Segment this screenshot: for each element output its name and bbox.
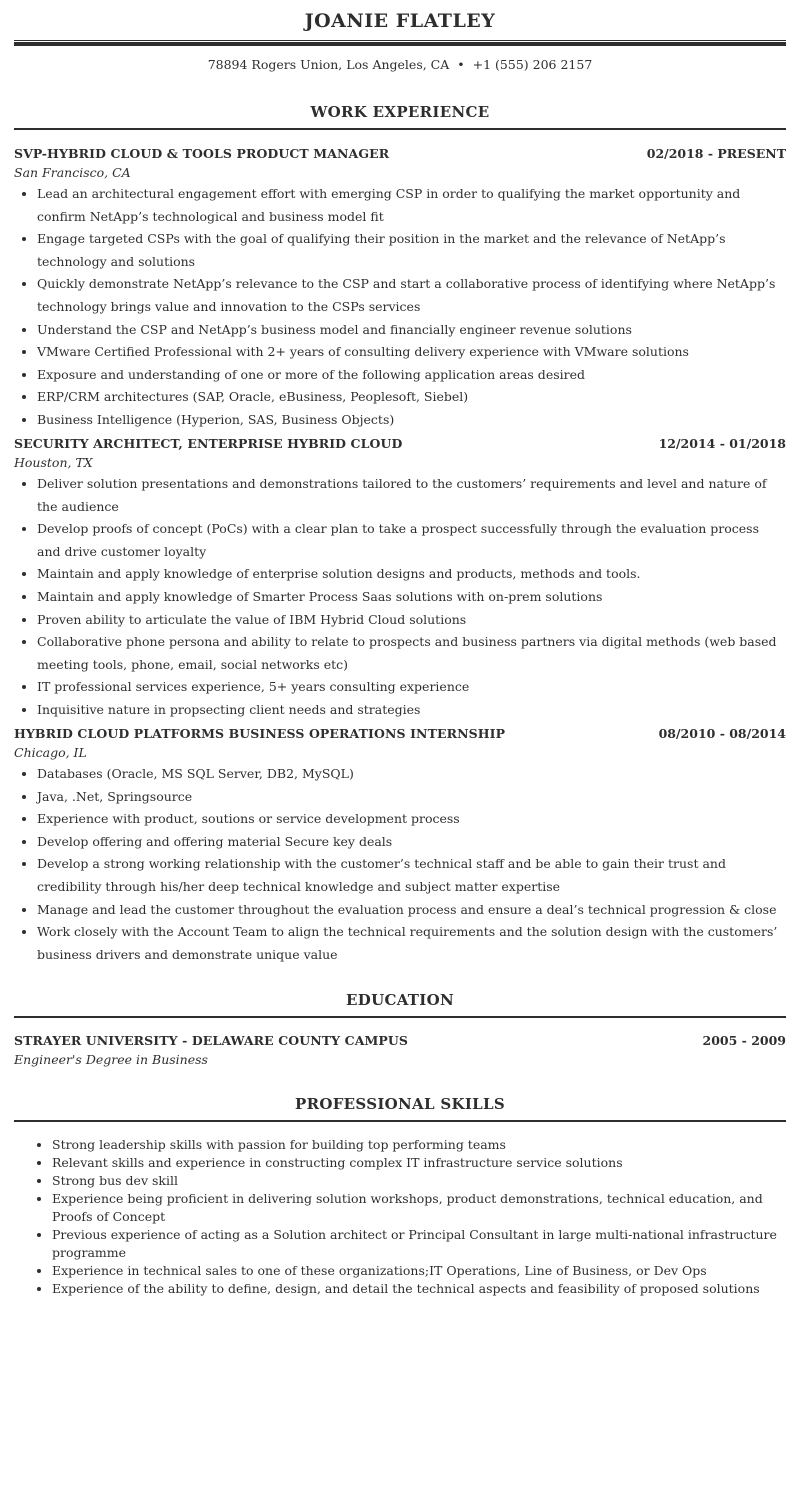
education-entry (14, 1033, 786, 1070)
job-bullet-list (14, 473, 786, 722)
job-bullet: • Deliver solution presentations and demonstrations tailored to the customers’ requirements and level and nature of the audience (37, 473, 786, 518)
job-location: San Francisco, CA (14, 165, 131, 180)
professional-skills-heading: PROFESSIONAL SKILLS (295, 1095, 505, 1113)
job-bullet: • VMware Certified Professional with 2+ years of consulting delivery experience with VMware solutions (37, 341, 786, 364)
job-bullet: • Understand the CSP and NetApp’s business model and financially engineer revenue solutions (37, 319, 786, 342)
job-bullet: • Business Intelligence (Hyperion, SAS, Business Objects) (37, 409, 786, 432)
education-heading: EDUCATION (346, 991, 454, 1009)
job-bullet: • Quickly demonstrate NetApp’s relevance to the CSP and start a collaborative process of identifying where NetApp’s technology brings value and innovation to the CSPs services (37, 273, 786, 318)
school-name: STRAYER UNIVERSITY - DELAWARE COUNTY CAMPUS (14, 1033, 409, 1048)
job-bullet: • Proven ability to articulate the value of IBM Hybrid Cloud solutions (37, 609, 786, 632)
contact-line (14, 57, 786, 72)
header-rule-thick (14, 42, 786, 46)
job-bullet: • Engage targeted CSPs with the goal of qualifying their position in the market and the relevance of NetApp’s technology and solutions (37, 228, 786, 273)
job-bullet: • IT professional services experience, 5+ years consulting experience (37, 676, 786, 699)
job-location: Houston, TX (14, 455, 93, 470)
job-bullet: • ERP/CRM architectures (SAP, Oracle, eBusiness, Peoplesoft, Siebel) (37, 386, 786, 409)
skill-item: • Previous experience of acting as a Solution architect or Principal Consultant in large multi-national infrastructure programme (52, 1226, 786, 1262)
skill-item: • Strong bus dev skill (52, 1172, 786, 1190)
job-bullet: • Lead an architectural engagement effort with emerging CSP in order to qualifying the market opportunity and confirm NetApp’s technological and business model fit (37, 183, 786, 228)
education-rule (14, 1016, 786, 1018)
job-title: HYBRID CLOUD PLATFORMS BUSINESS OPERATIONS INTERNSHIP (14, 726, 506, 741)
work-experience-heading: WORK EXPERIENCE (310, 103, 490, 121)
candidate-name: JOANIE FLATLEY (304, 10, 496, 32)
job-bullet: • Collaborative phone persona and ability to relate to prospects and business partners via digital methods (web based meeting tools, phone, email, social networks etc) (37, 631, 786, 676)
job-bullet: • Inquisitive nature in propsecting client needs and strategies (37, 699, 786, 722)
professional-skills-rule (14, 1120, 786, 1122)
job-location: Chicago, IL (14, 745, 87, 760)
job-dates: 12/2014 - 01/2018 (658, 436, 786, 451)
skill-item: • Relevant skills and experience in constructing complex IT infrastructure service solutions (52, 1154, 786, 1172)
skill-item: • Experience in technical sales to one of these organizations;IT Operations, Line of Business, or Dev Ops (52, 1262, 786, 1280)
job-bullet: • Develop offering and offering material Secure key deals (37, 831, 786, 854)
job-bullet: • Manage and lead the customer throughout the evaluation process and ensure a deal’s technical progression & close (37, 899, 786, 922)
job-bullet-list (14, 763, 786, 966)
job-bullet-list (14, 183, 786, 432)
header-rule-thin (14, 40, 786, 41)
job-dates: 02/2018 - PRESENT (646, 146, 786, 161)
job-bullet: • Experience with product, soutions or service development process (37, 808, 786, 831)
job-bullet: • Exposure and understanding of one or more of the following application areas desired (37, 364, 786, 387)
job-bullet: • Java, .Net, Springsource (37, 786, 786, 809)
skill-item: • Strong leadership skills with passion for building top performing teams (52, 1136, 786, 1154)
phone-number: +1 (555) 206 2157 (472, 57, 593, 72)
job-entry (14, 436, 786, 722)
job-bullet: • Maintain and apply knowledge of Smarter Process Saas solutions with on-prem solutions (37, 586, 786, 609)
job-title: SECURITY ARCHITECT, ENTERPRISE HYBRID CLOUD (14, 436, 403, 451)
contact-separator: • (457, 57, 465, 72)
job-entry (14, 146, 786, 432)
job-bullet: • Develop proofs of concept (PoCs) with a clear plan to take a prospect successfully through the evaluation process and drive customer loyalty (37, 518, 786, 563)
degree: Engineer's Degree in Business (14, 1052, 208, 1067)
skills-list (14, 1136, 786, 1298)
skill-item: • Experience being proficient in delivering solution workshops, product demonstrations, technical education, and Proofs of Concept (52, 1190, 786, 1226)
job-dates: 08/2010 - 08/2014 (658, 726, 786, 741)
job-title: SVP-HYBRID CLOUD & TOOLS PRODUCT MANAGER (14, 146, 390, 161)
job-bullet: • Develop a strong working relationship with the customer’s technical staff and be able to gain their trust and credibility through his/her deep technical knowledge and subject matter expertise (37, 853, 786, 898)
skill-item: • Experience of the ability to define, design, and detail the technical aspects and feasibility of proposed solutions (52, 1280, 786, 1298)
job-bullet: • Maintain and apply knowledge of enterprise solution designs and products, methods and tools. (37, 563, 786, 586)
address: 78894 Rogers Union, Los Angeles, CA (207, 57, 450, 72)
job-bullet: • Work closely with the Account Team to align the technical requirements and the solution design with the customers’ business drivers and demonstrate unique value (37, 921, 786, 966)
job-entry (14, 726, 786, 966)
job-bullet: • Databases (Oracle, MS SQL Server, DB2, MySQL) (37, 763, 786, 786)
education-dates: 2005 - 2009 (702, 1033, 786, 1048)
work-experience-rule (14, 128, 786, 130)
